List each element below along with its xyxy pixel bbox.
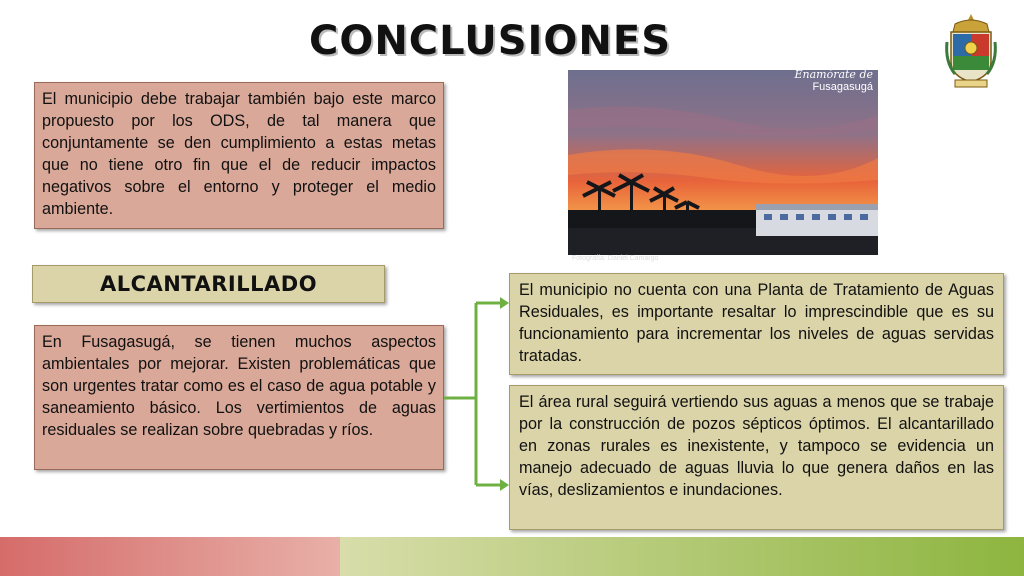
wastewater-plant-box: El municipio no cuenta con una Planta de Tratamiento de Aguas Residuales, es importante resaltar lo imprescindible que es su funcionamiento para incrementar los niveles de aguas servidas tratadas. [509, 273, 1004, 375]
footer-color-bar [0, 537, 1024, 576]
footer-bar-left [0, 537, 340, 576]
branch-connector-arrows [444, 295, 510, 495]
photo-credit: Fotografía: Daniel Camargo [572, 255, 659, 262]
photo-watermark-city: Fusagasugá [812, 81, 873, 93]
photo-watermark-title: Enamórate de [794, 68, 873, 81]
footer-bar-right [340, 537, 1024, 576]
sunset-photo [568, 68, 878, 262]
municipal-crest-logo [945, 12, 997, 90]
left-context-box: En Fusagasugá, se tienen muchos aspectos ambientales por mejorar. Existen problemáticas que son urgentes tratar como es el caso de agua potable y saneamiento básico. Los vertimientos de aguas residuales se realizan sobre quebradas y ríos. [34, 325, 444, 470]
rural-area-box: El área rural seguirá vertiendo sus aguas a menos que se trabaje por la construcción de pozos sépticos óptimos. El alcantarillado en zonas rurales es inexistente, y tampoco se evidencia un manejo adecuado de aguas lluvia lo que genera daños en las vías, deslizamientos e inundaciones. [509, 385, 1004, 530]
intro-conclusion-box: El municipio debe trabajar también bajo este marco propuesto por los ODS, de tal manera que conjuntamente se den cumplimiento a estas metas que no tiene otro fin que el de reducir impactos negativos sobre el entorno y proteger el medio ambiente. [34, 82, 444, 229]
section-heading-alcantarillado: ALCANTARILLADO [32, 265, 385, 303]
slide-title: CONCLUSIONES [308, 18, 672, 64]
